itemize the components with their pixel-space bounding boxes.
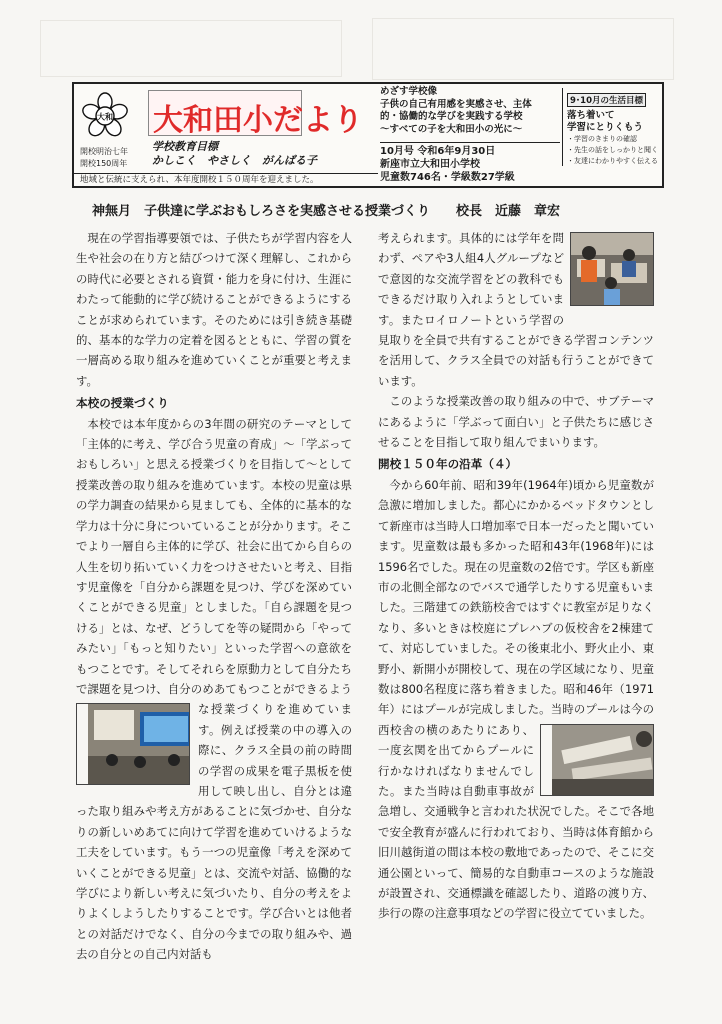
show-through-left xyxy=(40,20,342,77)
article-column-right xyxy=(378,228,654,924)
school-crest-icon xyxy=(82,92,128,138)
classroom-group-photo xyxy=(570,232,654,306)
life-goal-main-2: 学習にとりくもう xyxy=(567,122,644,133)
issue-date: 10月号 令和6年9月30日 xyxy=(380,146,496,157)
section-heading: 開校１５０年の沿革（４） xyxy=(378,457,518,472)
school-aerial-photo xyxy=(540,724,654,796)
paragraph-text-continued: す。例えば授業の中の導入の際に、クラス全員の前の時間の学習の成果を電子黒板を使用して映し出し、自分とは違った取り組みや考え方があることに気づかせ、自分なりの新しいめあてに向けて学習を進めていけるような工夫をしています。もう一つの児童像「考えを深めていくことができる児童」とは、交流や対話、協働的な学びにより新しい考えに気づいたり、自分の考えをよりよくしようしたりすることです。学び合いとは他者との対話だけでなく、自分の今までの取り組みや、過去の自分との自己内対話も xyxy=(76,722,352,962)
paragraph-text: 本校では本年度からの3年間の研究のテーマとして「主体的に考え、学び合う児童の育成」～「学ぶっておもしろい」と思える授業づくりを目指して～として授業改善の取り組みを進めています。本校の児童は県の学力調査の結果から見ましても、全体的に基本的な学力は十分に身についていることが分かります。そこでより一層自ら主体的に学び、社会に出てから自らの人生を切り拓いていく力をつけさせたいと考え、目指す児童像を「自分から課題を見つけ、学びを深めていくことができる児童」としました。「自ら課題を見つける」とは、なぜ、どうしてを等の疑問から「やってみたい」「もっと知りたい」といった学習への意欲をもつことです。そしてそれらを原動力として自分たちで課題を見つけ、自分のめあてもつことができるような授業づくりを進めていま xyxy=(76,416,352,717)
paragraph: 現在の学習指導要領では、子供たちが学習内容を人生や社会の在り方と結びつけて深く理解し、これからの時代に必要とされる資質・能力を身に付け、生涯にわたって能動的に学び続けることができるようにすることが求められています。そのためには引き続き基礎的、基本的な学力の定着を図るとともに、学習の質を一層高める取り組みを進めていくことが重要と考えます。 xyxy=(76,231,352,388)
vision-title: めざす学校像 xyxy=(380,86,438,97)
life-goal-title: 9･10月の生活目標 xyxy=(567,93,646,107)
vision-line: 子供の自己有用感を実感させ、主体 xyxy=(380,98,532,110)
electronic-blackboard-photo xyxy=(76,703,190,785)
life-goal-item: ・学習のきまりの確認 xyxy=(567,135,637,143)
paragraph xyxy=(378,228,654,391)
show-through-right xyxy=(372,18,674,80)
section-heading: 本校の授業づくり xyxy=(76,396,169,411)
life-goal-item: ・友達にわかりやすく伝える xyxy=(567,157,658,165)
school-goal-text: かしこく やさしく がんばる子 xyxy=(152,154,317,167)
founding-line-1: 開校明治七年 xyxy=(80,147,128,156)
enrollment: 児童数746名・学級数27学級 xyxy=(380,172,515,183)
paragraph xyxy=(76,414,352,965)
paragraph xyxy=(378,475,654,924)
classroom-group-image xyxy=(571,233,653,305)
anniversary-strip: 地域と伝統に支えられ、本年度開校１５０周年を迎えました。 xyxy=(74,173,378,186)
founding-line-2: 開校150周年 xyxy=(80,159,128,168)
issue-info xyxy=(380,142,560,184)
paragraph-text-continued: 今の西校舎の横のあたりにあり、一度玄関を出てからプールに行かなければなりませんでした。また当時は自動車事故が急増し、交通戦争と言われた状況でした。そこで各地で安全教育が盛んに行われており、当時は体育館から旧川越街道の間は本校の敷地であったので、そこに交通公園といって、簡易的な自動車コースのような施設が設置され、交通標識を確認したり、道路の渡り方、歩行の際の注意事項などの学習に役立てていました。 xyxy=(378,702,654,921)
paragraph-text: 今から60年前、昭和39年(1964年)頃から児童数が急激に増加しました。都心にかかるベッドタウンとして新座市は当時人口増加率で日本一だったと聞いています。児童数は最も多かった昭和43年(1968年)には1596名でした。現在の児童数の2倍です。学区も新座市の北側全部なのでバスで通学したりする児童もいました。三階建ての鉄筋校舎ではすぐに教室が足りなくなり、多いときは校庭にプレハブの仮校舎を2棟建てて、対応していました。その後東北小、野火止小、東野小、新開小が開校して、現在の学区域になり、児童数は800名程度に落ち着きました。昭和46年（1971年）にはプールが完成しました。当時のプールは xyxy=(378,477,654,717)
vision-line: 的・協働的な学びを実践する学校 xyxy=(380,111,523,122)
masthead xyxy=(72,82,664,188)
title-box xyxy=(148,90,363,138)
life-goal-box xyxy=(562,88,665,166)
paragraph: このような授業改善の取り組みの中で、サブテーマにあるように「学ぶって面白い」と子供たちに感じさせることを目指して取り組んでまいります。 xyxy=(378,394,654,450)
crest-lettering: 大和 xyxy=(97,112,113,122)
newsletter-title: 大和田小だより xyxy=(153,103,363,138)
life-goal-item: ・先生の話をしっかりと聞く xyxy=(567,146,658,154)
vision-line: ～すべての子を大和田小の光に～ xyxy=(380,123,523,135)
article-headline: 神無月 子供達に学ぶおもしろさを実感させる授業づくり 校長 近藤 章宏 xyxy=(92,204,561,219)
school-goal-label: 学校教育目標 xyxy=(152,140,218,153)
life-goal-main-1: 落ち着いて xyxy=(567,110,615,121)
article-column-left xyxy=(76,228,352,965)
paragraph-text: 考えられます。具体的には学年を問わず、ペアや3人組4人グループなどで意図的な交流学習をどの教科でもできるだけ取り入れようとしています。またロイロノートという学習の見取りを全員で共有することができる学習コンテンツを活用して、クラス全員での対話も行うことができています。 xyxy=(378,231,654,388)
school-vision xyxy=(380,86,560,136)
school-name: 新座市立大和田小学校 xyxy=(380,159,480,170)
